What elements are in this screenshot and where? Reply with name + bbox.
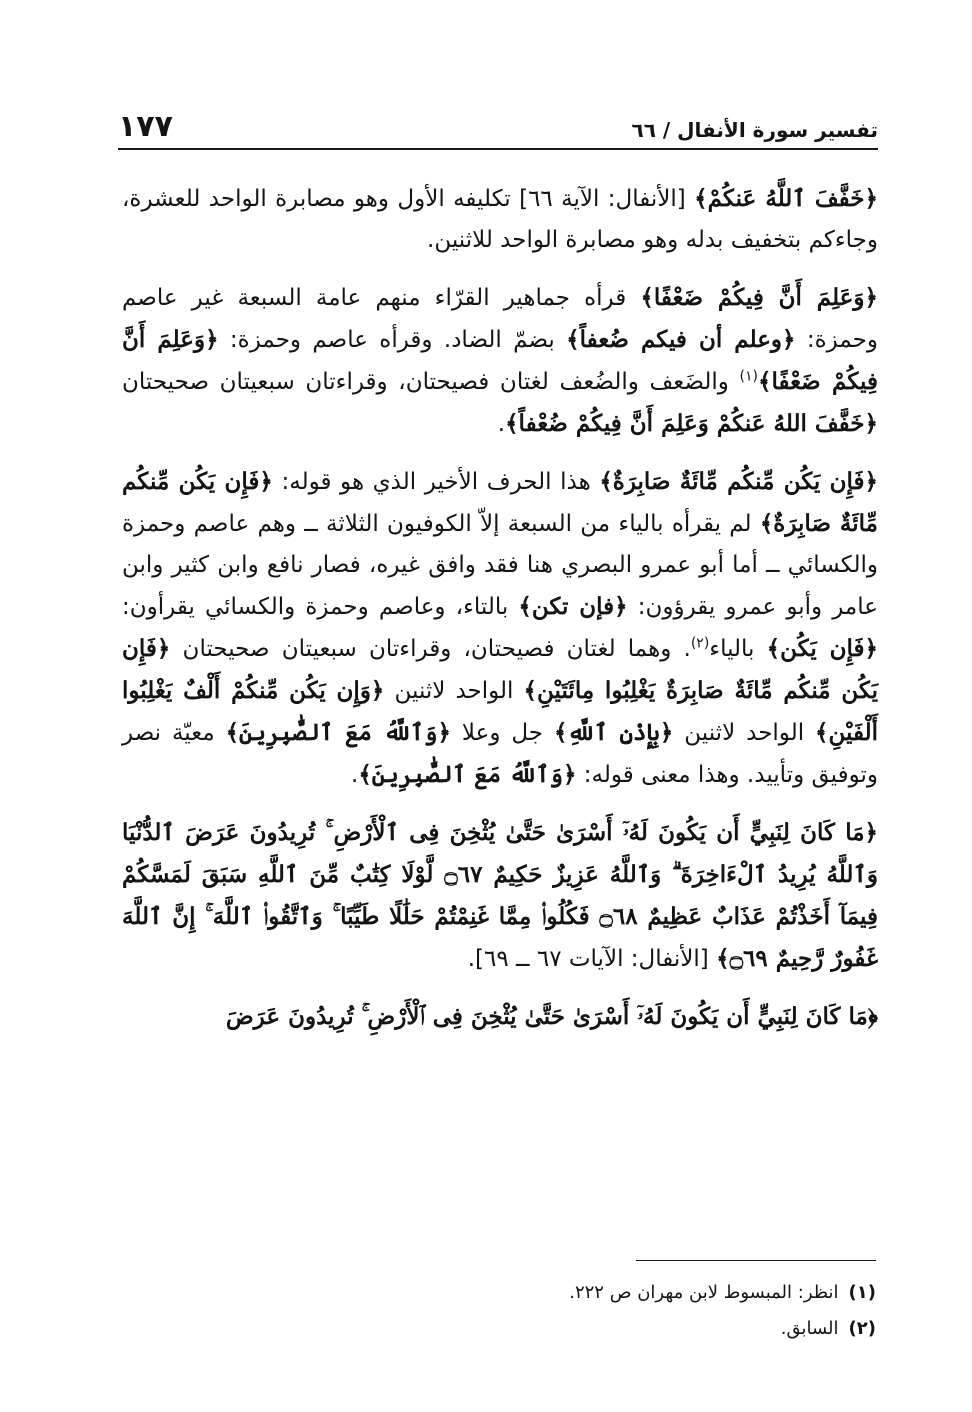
- footnote-divider: [636, 1260, 876, 1261]
- main-text: [122, 178, 878, 1052]
- footnote-reference: (٢): [690, 635, 710, 652]
- paragraph-text: بضمّ الضاد. وقرأه عاصم وحمزة:: [218, 327, 567, 353]
- paragraph-text: [الأنفال: الآية ٦٦] تكليفه الأول وهو مصابرة الواحد للعشرة، وجاءكم بتخفيف بدله وهو مصابرة الواحد للاثنين.: [122, 186, 878, 253]
- paragraph-text: الواحد لاثنين: [384, 678, 524, 704]
- footnote-text: انظر: المبسوط لابن مهران ص ٢٢٢.: [569, 1282, 839, 1303]
- quran-quote: ﴿وَٱللَّهُ مَعَ ٱلصَّٰبِرِينَ﴾: [358, 761, 577, 788]
- footnote-2: [176, 1311, 876, 1347]
- paragraph-text: .: [351, 762, 359, 788]
- paragraph-text: جل وعلا: [450, 720, 554, 746]
- quran-quote: ﴿فإن تكن﴾: [518, 593, 628, 620]
- quran-quote: ﴿وَعَلِمَ أَنَّ فِيكُمْ ضَعْفًا﴾: [122, 326, 878, 395]
- quran-quote: ﴿خَفَّفَ ٱللَّهُ عَنكُمْ﴾: [694, 185, 878, 212]
- quran-quote: ﴿وَإِن يَكُن مِّنكُمْ أَلْفٌ يَغْلِبُوا أَلْفَيْنِ﴾: [122, 677, 878, 746]
- quran-quote: ﴿بِإِذْنِ ٱللَّهِ﴾: [553, 719, 674, 746]
- quran-quote: ﴿فَإِن يَكُن مِّنكُم مِّائَةٌ صَابِرَةٌ﴾: [122, 468, 878, 537]
- paragraph-text: والضَعف والضُعف لغتان فصيحتان، وقراءتان سبعيتان صحيحتان: [122, 369, 740, 395]
- quran-quote: ﴿مَا كَانَ لِنَبِيٍّ أَن يَكُونَ لَهُۥٓ أَسْرَىٰ حَتَّىٰ يُثْخِنَ فِى ٱلْأَرْضِ ۚ تُرِيدُونَ عَرَضَ ٱلدُّنْيَا وَٱللَّهُ يُرِيدُ ٱلْءَاخِرَةَ ۗ وَٱللَّهُ عَزِيزٌ حَكِيمٌ ۝٦٧ لَّوْلَا كِتَٰبٌ مِّنَ ٱللَّهِ سَبَقَ لَمَسَّكُمْ فِيمَآ أَخَذْتُمْ عَذَابٌ عَظِيمٌ ۝٦٨ فَكُلُوا۟ مِمَّا غَنِمْتُمْ حَلَٰلًا طَيِّبًا ۚ وَٱتَّقُوا۟ ٱللَّهَ ۚ إِنَّ ٱللَّهَ غَفُورٌ رَّحِيمٌ ۝٦٩﴾: [122, 819, 878, 972]
- footnote-number: (٢): [848, 1318, 876, 1339]
- quran-quote: ﴿وَٱللَّهُ مَعَ ٱلصَّٰبِرِينَ﴾: [225, 719, 451, 746]
- paragraph-1: [122, 178, 878, 261]
- quran-quote: ﴿فَإِن يَكُن مِّنكُم مِّائَةٌ صَابِرَةٌ﴾: [599, 468, 879, 495]
- paragraph-text: الواحد لاثنين: [673, 720, 816, 746]
- quran-quote: ﴿خَفَّفَ اللهُ عَنكُمْ وَعَلِمَ أَنَّ فِيكُمْ ضُعْفاً﴾: [505, 410, 878, 437]
- paragraph-2: [122, 277, 878, 445]
- footnote-reference: (١): [739, 368, 758, 385]
- footnote-text: السابق.: [780, 1318, 839, 1339]
- quran-quote: ﴿فَإِن يَكُن﴾: [766, 635, 878, 662]
- running-head: تفسير سورة الأنفال / ٦٦: [631, 118, 878, 142]
- quran-quote: ﴿فَإِن يَكُن مِّنكُم مِّائَةٌ صَابِرَةٌ يَغْلِبُوا مِائَتَيْنِ﴾: [122, 635, 878, 704]
- paragraph-text: . وهما لغتان فصيحتان، وقراءتان سبعيتان صحيحتان: [170, 636, 691, 662]
- quran-quote: ﴿وَعَلِمَ أَنَّ فِيكُمْ ضَعْفًا﴾: [640, 284, 878, 311]
- page-number: ١٧٧: [118, 109, 173, 144]
- paragraph-text: [الأنفال: الآيات ٦٧ ــ ٦٩].: [467, 946, 717, 972]
- paragraph-text: بالتاء، وعاصم وحمزة والكسائي يقرأون:: [122, 594, 519, 620]
- footnote-number: (١): [848, 1282, 876, 1303]
- paragraph-text: لم يقرأه بالياء من السبعة إلاّ الكوفيون الثلاثة ــ وهم عاصم وحمزة والكسائي ــ أما أبو عمرو البصري هنا فقد وافق غيره، فصار نافع وابن كثير وابن عامر وأبو عمرو يقرؤون:: [122, 511, 878, 620]
- paragraph-text: معيّة نصر وتوفيق وتأييد. وهذا معنى قوله:: [122, 720, 878, 788]
- footnotes: [176, 1275, 876, 1347]
- paragraph-text: قرأه جماهير القرّاء منهم عامة السبعة غير عاصم وحمزة:: [122, 285, 878, 353]
- footnote-1: [176, 1275, 876, 1311]
- quran-quote: ﴿وعلم أن فيكم ضُعفاً﴾: [566, 326, 796, 353]
- quran-quote: ﴿مَا كَانَ لِنَبِيٍّ أَن يَكُونَ لَهُۥٓ أَسْرَىٰ حَتَّىٰ يُثْخِنَ فِى ٱلْأَرْضِ ۚ تُرِيدُونَ عَرَضَ: [225, 1003, 878, 1030]
- paragraph-4: [122, 812, 878, 980]
- paragraph-5: [122, 996, 878, 1038]
- page-header: [118, 100, 878, 150]
- paragraph-text: .: [497, 411, 506, 437]
- paragraph-3: [122, 461, 878, 796]
- paragraph-text: بالياء: [709, 636, 767, 662]
- paragraph-text: هذا الحرف الأخير الذي هو قوله:: [272, 469, 600, 495]
